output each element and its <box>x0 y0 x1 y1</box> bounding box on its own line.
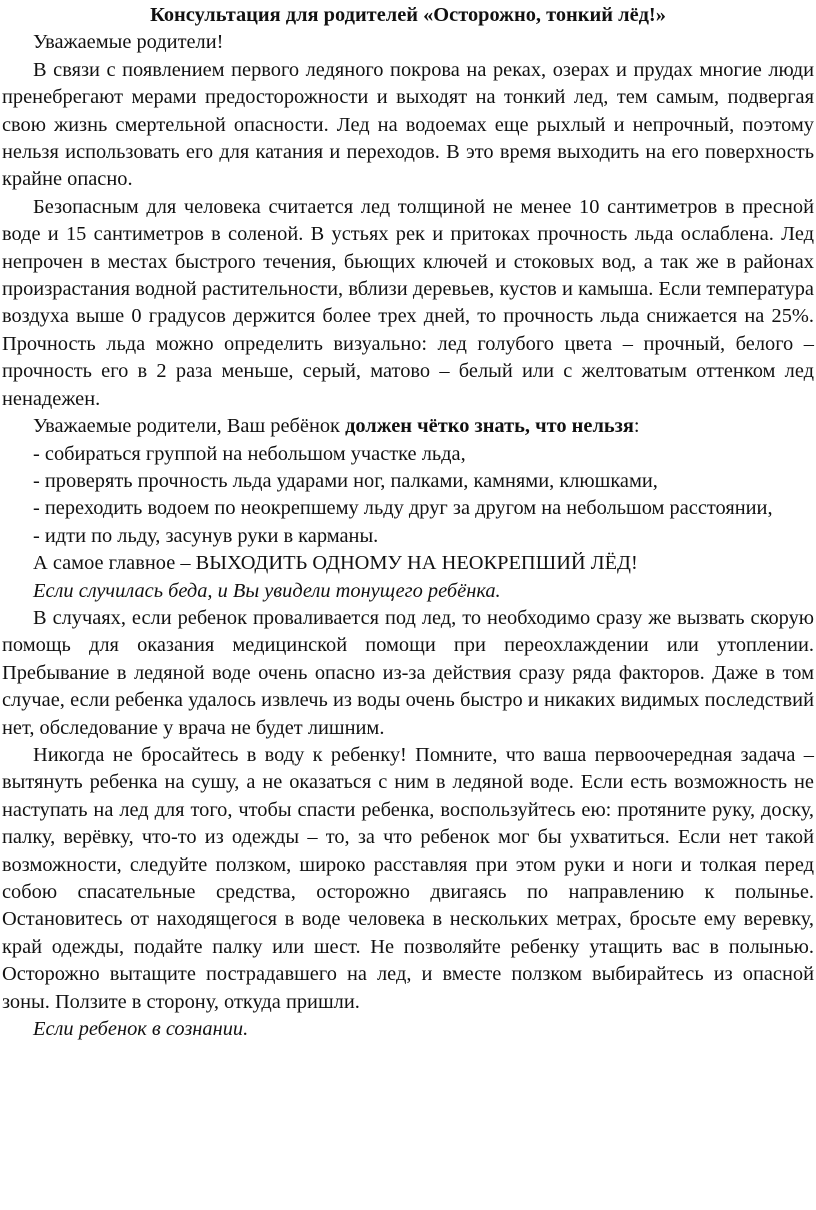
must-know-colon: : <box>633 415 640 438</box>
document-title: Консультация для родителей «Осторожно, тонкий лёд!» <box>150 4 666 26</box>
paragraph-ice-thickness: Безопасным для человека считается лед толщиной не менее 10 сантиметров в пресной воде и 15 сантиметров в соленой. В устьях рек и притоках прочность льда ослаблена. Лед непрочен в местах быстрого течения, бьющих ключей и стоковых вод, а так же в районах произрастания водной растительности, вблизи деревьев, кустов и камыша. Если температура воздуха выше 0 градусов держится более трех дней, то прочность льда снижается на 25%. Прочность льда можно определить визуально: лед голубого цвета – прочный, белого – прочность его в 2 раза меньше, серый, матово – белый или с желтоватым оттенком лед ненадежен. <box>2 195 814 410</box>
main-point: А самое главное – ВЫХОДИТЬ ОДНОМУ НА НЕОКРЕПШИЙ ЛЁД! <box>33 552 638 575</box>
must-know-line <box>2 413 814 440</box>
paragraph-rescue-steps: Никогда не бросайтесь в воду к ребенку! Помните, что ваша первоочередная задача – вытянуть ребенка на сушу, а не оказаться с ним в ледяной воде. Если есть возможность не наступать на лед для того, чтобы спасти ребенка, воспользуйтесь ею: протяните руку, доску, палку, верёвку, что-то из одежды – то, за что ребенок мог бы ухватиться. Если нет такой возможности, следуйте ползком, широко расставляя при этом руки и ноги и толкая перед собою спасательные средства, осторожно двигаясь по направлению к полынье. Остановитесь от находящегося в воде человека в нескольких метрах, бросьте ему веревку, край одежды, подайте палку или шест. Не позволяйте ребенку утащить вас в полынью. Осторожно вытащите пострадавшего на лед, и вместе ползком выбирайтесь из опасной зоны. Ползите в сторону, откуда пришли. <box>2 743 814 1013</box>
list-item: - идти по льду, засунув руки в карманы. <box>33 524 379 547</box>
paragraph-first-ice: В связи с появлением первого ледяного покрова на реках, озерах и прудах многие люди пренебрегают мерами предосторожности и выходят на тонкий лед, тем самым, подвергая свою жизнь смертельной опасности. Лед на водоемах еще рыхлый и непрочный, поэтому нельзя использовать его для катания и переходов. В это время выходить на его поверхность крайне опасно. <box>2 58 814 191</box>
paragraph-call-ambulance: В случаях, если ребенок проваливается под лед, то необходимо сразу же вызвать скорую помощь для оказания медицинской помощи при переохлаждении или утоплении. Пребывание в ледяной воде очень опасно из-за действия сразу ряда факторов. Даже в том случае, если ребенка удалось извлечь из воды очень быстро и никаких видимых последствий нет, обследование у врача не будет лишним. <box>2 606 814 739</box>
greeting: Уважаемые родители! <box>33 31 224 54</box>
subheading-conscious: Если ребенок в сознании. <box>33 1018 249 1041</box>
list-item: - собираться группой на небольшом участке льда, <box>33 442 466 465</box>
list-item: - проверять прочность льда ударами ног, палками, камнями, клюшками, <box>33 469 658 492</box>
list-item: - переходить водоем по неокрепшему льду друг за другом на небольшом расстоянии, <box>33 497 773 520</box>
must-know-bold: должен чётко знать, что нельзя <box>345 415 634 438</box>
subheading-trouble: Если случилась беда, и Вы увидели тонущего ребёнка. <box>33 579 501 602</box>
must-know-intro: Уважаемые родители, Ваш ребёнок <box>33 415 346 438</box>
